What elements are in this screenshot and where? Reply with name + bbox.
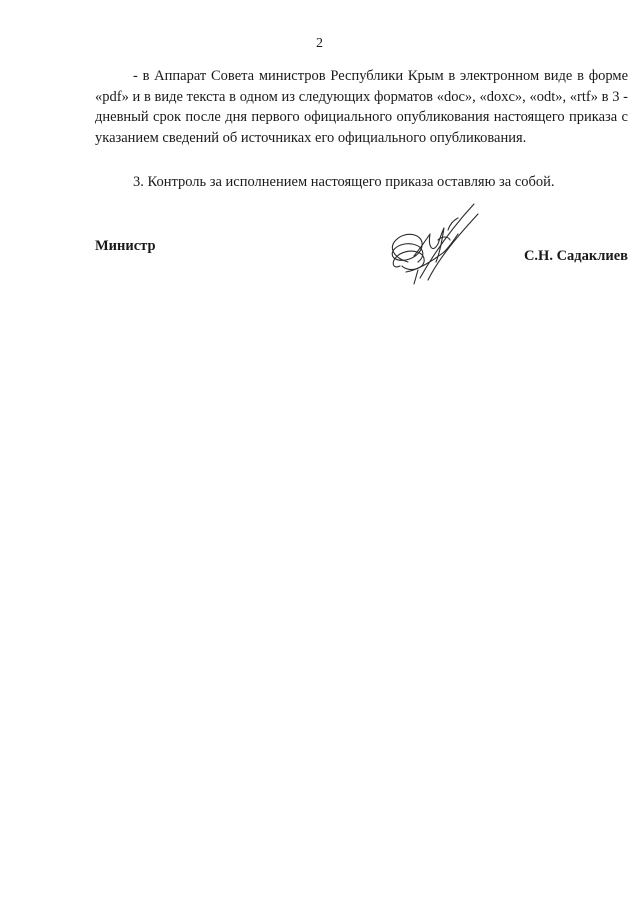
signature-block <box>95 238 628 298</box>
paragraph-item-3-control: 3. Контроль за исполнением настоящего приказа оставляю за собой. <box>133 174 555 190</box>
page-number: 2 <box>316 36 323 51</box>
signatory-title: Министр <box>95 238 156 254</box>
signatory-name: С.Н. Садаклиев <box>523 248 628 264</box>
paragraph-bullet-apparatus: - в Аппарат Совета министров Республики Крым в электронном виде в форме «pdf» и в виде текста в одном из следующих форматов «doc», «doxc», «odt», «rtf» в 3 - дневный срок после дня первого официального опубликования настоящего приказа с указанием сведений об источниках его официального опубликования. <box>95 68 628 146</box>
handwritten-signature <box>378 200 488 290</box>
